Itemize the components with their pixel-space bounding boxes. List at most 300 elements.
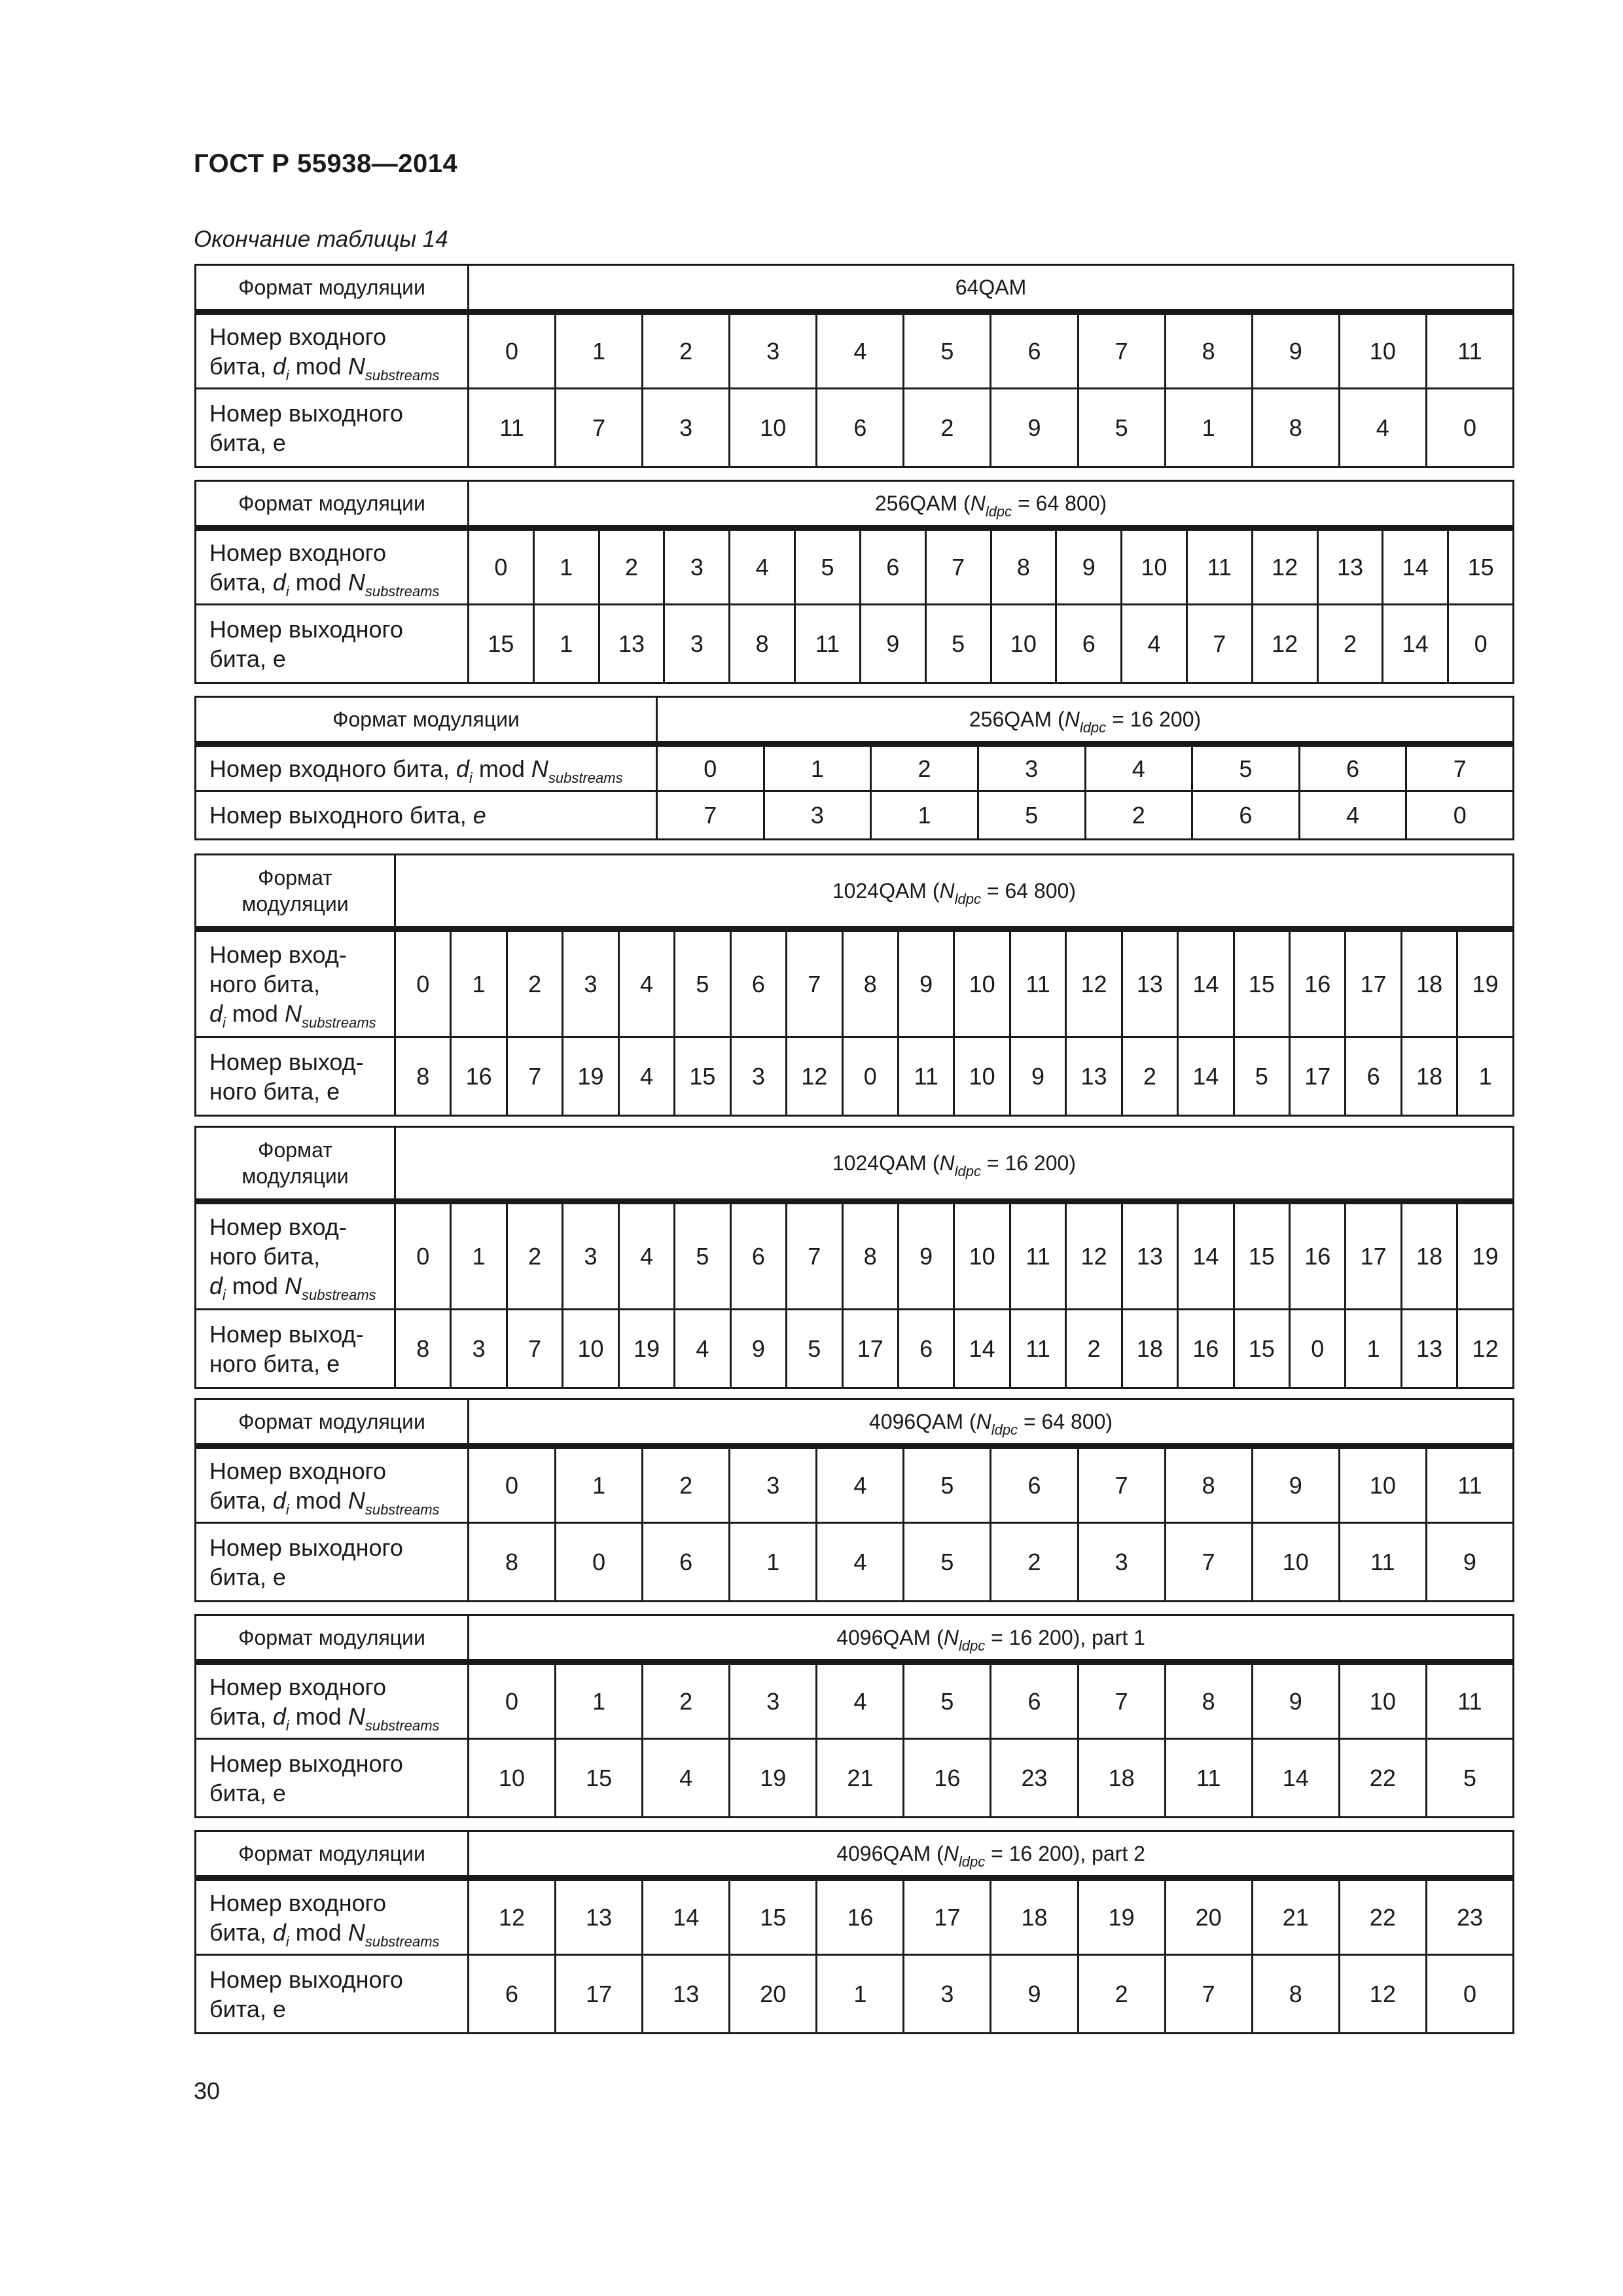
- output-bit-cell: 12: [1252, 605, 1317, 683]
- input-bit-cell: 16: [1290, 929, 1346, 1037]
- input-bit-cell: 0: [395, 1202, 451, 1310]
- input-bit-cell: 10: [954, 929, 1010, 1037]
- format-header-cell: [196, 1615, 469, 1662]
- var-n: N: [939, 879, 955, 903]
- input-bit-cell: 1: [556, 312, 643, 389]
- input-bit-cell: 7: [787, 1202, 842, 1310]
- output-bit-cell: 12: [1339, 1955, 1426, 2034]
- input-bit-cell: 8: [1165, 1446, 1252, 1523]
- output-bit-row: [196, 389, 1514, 467]
- input-bit-cell: 7: [925, 528, 991, 605]
- var-n: N: [1064, 708, 1080, 731]
- format-row: [196, 855, 1514, 929]
- output-bit-cell: 4: [1339, 389, 1426, 467]
- output-bit-cell: 7: [507, 1310, 562, 1388]
- format-header-label: Формат модуляции: [238, 1842, 425, 1865]
- output-bit-cell: 23: [991, 1739, 1078, 1818]
- format-header-cell: [196, 855, 395, 929]
- format-row: [196, 1399, 1514, 1446]
- input-bit-cell: 17: [904, 1878, 991, 1955]
- output-bit-row: [196, 1739, 1514, 1818]
- input-bit-cell: 9: [898, 1202, 954, 1310]
- input-bit-cell: 12: [1066, 1202, 1122, 1310]
- input-bit-cell: 9: [1252, 1662, 1339, 1739]
- input-bit-label-text: Номер входного бита,: [209, 1673, 387, 1730]
- output-bit-cell: 1: [730, 1523, 817, 1602]
- output-bit-cell: 10: [563, 1310, 618, 1388]
- format-header-cell: [196, 265, 469, 312]
- input-bit-label: [196, 528, 469, 605]
- input-bit-cell: 1: [764, 744, 871, 791]
- var-n: N: [348, 568, 365, 596]
- modulation-format-suffix: = 64 800): [1012, 492, 1107, 515]
- input-bit-row: [196, 312, 1514, 389]
- output-bit-label-text: Номер выход- ного бита, е: [209, 1048, 364, 1105]
- substreams-subscript: substreams: [301, 1287, 376, 1303]
- ldpc-subscript: ldpc: [954, 891, 981, 907]
- output-bit-cell: 6: [1346, 1037, 1401, 1116]
- output-bit-cell: 8: [395, 1037, 451, 1116]
- input-bit-cell: 6: [991, 1446, 1078, 1523]
- input-bit-label-text: Номер вход- ного бита,: [209, 1213, 347, 1270]
- modulation-format-suffix: = 16 200): [1106, 708, 1202, 731]
- input-bit-cell: 6: [1299, 744, 1406, 791]
- output-bit-cell: 15: [469, 605, 534, 683]
- input-bit-cell: 4: [817, 312, 904, 389]
- input-bit-row: [196, 1446, 1514, 1523]
- output-bit-cell: 4: [817, 1523, 904, 1602]
- input-bit-row: [196, 528, 1514, 605]
- input-bit-cell: 13: [1122, 929, 1177, 1037]
- format-header-label: Формат модуляции: [238, 276, 425, 299]
- ldpc-subscript: ldpc: [954, 1163, 981, 1179]
- input-bit-cell: 2: [507, 929, 562, 1037]
- format-header-cell: [196, 1831, 469, 1878]
- modulation-format-suffix: = 16 200), part 1: [985, 1626, 1145, 1649]
- mod-operator: mod: [289, 1918, 348, 1946]
- output-bit-cell: 10: [730, 389, 817, 467]
- output-bit-cell: 3: [730, 1037, 786, 1116]
- input-bit-cell: 3: [563, 929, 618, 1037]
- output-bit-cell: 7: [507, 1037, 562, 1116]
- output-bit-label: [196, 1523, 469, 1602]
- output-bit-cell: 5: [787, 1310, 842, 1388]
- output-bit-cell: 8: [1252, 389, 1339, 467]
- output-bit-cell: 7: [657, 791, 764, 840]
- input-bit-label-text: Номер входного бита,: [209, 539, 387, 596]
- input-bit-cell: 3: [563, 1202, 618, 1310]
- input-bit-cell: 0: [469, 1662, 556, 1739]
- mapping-table: [194, 480, 1514, 684]
- var-n: N: [531, 755, 548, 782]
- var-d: d: [209, 1272, 223, 1299]
- input-bit-cell: 4: [817, 1662, 904, 1739]
- input-bit-cell: 14: [1178, 929, 1234, 1037]
- modulation-format: 256QAM (: [969, 708, 1065, 731]
- output-bit-cell: 8: [1252, 1955, 1339, 2034]
- output-bit-cell: 15: [1234, 1310, 1289, 1388]
- input-bit-label-text: Номер входного бита,: [209, 755, 450, 782]
- format-row: [196, 1127, 1514, 1202]
- input-bit-cell: 3: [730, 312, 817, 389]
- output-bit-cell: 11: [1165, 1739, 1252, 1818]
- input-bit-cell: 17: [1346, 1202, 1401, 1310]
- ldpc-subscript: ldpc: [1079, 719, 1107, 736]
- ldpc-subscript: ldpc: [985, 503, 1012, 520]
- output-bit-cell: 22: [1339, 1739, 1426, 1818]
- format-row: [196, 697, 1514, 744]
- modulation-format-cell: [657, 697, 1514, 744]
- output-bit-cell: 17: [556, 1955, 643, 2034]
- input-bit-cell: 3: [730, 1446, 817, 1523]
- mod-operator: mod: [225, 1272, 285, 1299]
- output-bit-cell: 18: [1401, 1037, 1457, 1116]
- output-bit-cell: 19: [618, 1310, 674, 1388]
- var-d-subscript: i: [223, 1014, 226, 1031]
- substreams-subscript: substreams: [365, 1933, 440, 1950]
- input-bit-cell: 4: [1085, 744, 1192, 791]
- output-bit-cell: 2: [1078, 1955, 1165, 2034]
- output-bit-cell: 0: [1290, 1310, 1346, 1388]
- mod-operator: mod: [289, 568, 348, 596]
- input-bit-cell: 14: [1178, 1202, 1234, 1310]
- input-bit-cell: 4: [730, 528, 795, 605]
- input-bit-cell: 10: [1339, 1446, 1426, 1523]
- output-bit-cell: 2: [991, 1523, 1078, 1602]
- input-bit-cell: 5: [904, 312, 991, 389]
- input-bit-cell: 1: [533, 528, 599, 605]
- input-bit-label: [196, 1446, 469, 1523]
- input-bit-row: [196, 744, 1514, 791]
- output-bit-cell: 16: [451, 1037, 507, 1116]
- modulation-format: 1024QAM (: [832, 879, 940, 903]
- mapping-table: [194, 1830, 1514, 2034]
- var-d-subscript: i: [469, 769, 473, 786]
- var-d-subscript: i: [285, 1933, 289, 1950]
- output-bit-cell: 13: [599, 605, 664, 683]
- input-bit-cell: 9: [1252, 312, 1339, 389]
- input-bit-cell: 3: [978, 744, 1085, 791]
- output-bit-cell: 11: [1010, 1310, 1065, 1388]
- output-bit-cell: 12: [1457, 1310, 1514, 1388]
- output-bit-cell: 5: [925, 605, 991, 683]
- var-n: N: [943, 1626, 959, 1649]
- output-bit-row: [196, 605, 1514, 683]
- output-bit-cell: 2: [1085, 791, 1192, 840]
- input-bit-row: [196, 1662, 1514, 1739]
- input-bit-cell: 11: [1426, 1446, 1513, 1523]
- output-bit-cell: 0: [1448, 605, 1514, 683]
- input-bit-cell: 19: [1457, 929, 1514, 1037]
- input-bit-cell: 2: [871, 744, 978, 791]
- output-bit-label-text: Номер выходного бита, е: [209, 399, 403, 456]
- modulation-format-suffix: = 64 800): [1018, 1410, 1113, 1433]
- output-bit-cell: 2: [904, 389, 991, 467]
- input-bit-label-text: Номер входного бита,: [209, 1457, 387, 1514]
- output-bit-cell: 4: [1122, 605, 1187, 683]
- output-bit-cell: 2: [1122, 1037, 1177, 1116]
- ldpc-subscript: ldpc: [991, 1422, 1018, 1438]
- var-d: d: [272, 1918, 286, 1946]
- var-e: e: [473, 802, 486, 829]
- var-n: N: [939, 1151, 955, 1175]
- substreams-subscript: substreams: [365, 367, 440, 384]
- output-bit-cell: 15: [675, 1037, 730, 1116]
- output-bit-cell: 6: [643, 1523, 730, 1602]
- input-bit-label: [196, 1202, 395, 1310]
- output-bit-cell: 2: [1066, 1310, 1122, 1388]
- output-bit-cell: 9: [730, 1310, 786, 1388]
- input-bit-cell: 8: [1165, 1662, 1252, 1739]
- input-bit-cell: 13: [1122, 1202, 1177, 1310]
- input-bit-cell: 10: [1122, 528, 1187, 605]
- input-bit-cell: 5: [904, 1446, 991, 1523]
- input-bit-label-text: Номер вход- ного бита,: [209, 941, 347, 997]
- output-bit-cell: 1: [533, 605, 599, 683]
- input-bit-label: [196, 1878, 469, 1955]
- output-bit-cell: 10: [469, 1739, 556, 1818]
- output-bit-cell: 0: [842, 1037, 898, 1116]
- substreams-subscript: substreams: [365, 1717, 440, 1734]
- output-bit-cell: 19: [563, 1037, 618, 1116]
- input-bit-cell: 19: [1078, 1878, 1165, 1955]
- output-bit-cell: 8: [395, 1310, 451, 1388]
- input-bit-cell: 7: [1078, 1446, 1165, 1523]
- var-n: N: [976, 1410, 991, 1433]
- input-bit-cell: 10: [954, 1202, 1010, 1310]
- mod-operator: mod: [472, 755, 531, 782]
- format-row: [196, 265, 1514, 312]
- mapping-table: [194, 1126, 1514, 1389]
- var-n: N: [348, 352, 365, 380]
- output-bit-cell: 0: [1426, 389, 1513, 467]
- input-bit-cell: 6: [991, 1662, 1078, 1739]
- mapping-table: [194, 1398, 1514, 1602]
- input-bit-cell: 7: [1078, 1662, 1165, 1739]
- input-bit-cell: 9: [898, 929, 954, 1037]
- input-bit-cell: 11: [1186, 528, 1252, 605]
- var-n: N: [348, 1918, 365, 1946]
- modulation-format: 64QAM: [955, 276, 1027, 299]
- var-n: N: [284, 1272, 302, 1299]
- output-bit-cell: 5: [978, 791, 1085, 840]
- mapping-table: [194, 853, 1514, 1117]
- output-bit-cell: 0: [1426, 1955, 1513, 2034]
- output-bit-cell: 14: [1178, 1037, 1234, 1116]
- output-bit-cell: 0: [556, 1523, 643, 1602]
- input-bit-cell: 5: [675, 1202, 730, 1310]
- output-bit-cell: 16: [904, 1739, 991, 1818]
- output-bit-cell: 10: [991, 605, 1056, 683]
- output-bit-cell: 5: [1078, 389, 1165, 467]
- modulation-format: 4096QAM (: [868, 1410, 976, 1433]
- input-bit-cell: 0: [469, 528, 534, 605]
- input-bit-cell: 18: [991, 1878, 1078, 1955]
- output-bit-cell: 19: [730, 1739, 817, 1818]
- input-bit-cell: 17: [1346, 929, 1401, 1037]
- format-header-label: Формат модуляции: [241, 866, 349, 916]
- modulation-format-suffix: = 16 200), part 2: [985, 1842, 1145, 1865]
- output-bit-cell: 14: [954, 1310, 1010, 1388]
- input-bit-cell: 13: [556, 1878, 643, 1955]
- output-bit-cell: 14: [1383, 605, 1448, 683]
- output-bit-cell: 7: [556, 389, 643, 467]
- var-d-subscript: i: [285, 1501, 289, 1518]
- input-bit-cell: 8: [842, 929, 898, 1037]
- output-bit-cell: 10: [954, 1037, 1010, 1116]
- input-bit-label: [196, 1662, 469, 1739]
- input-bit-cell: 6: [860, 528, 925, 605]
- modulation-format: 256QAM (: [874, 492, 971, 515]
- modulation-format: 4096QAM (: [836, 1842, 944, 1865]
- output-bit-label: [196, 1955, 469, 2034]
- input-bit-cell: 19: [1457, 1202, 1514, 1310]
- substreams-subscript: substreams: [365, 1501, 440, 1518]
- input-bit-cell: 4: [618, 929, 674, 1037]
- var-d: d: [272, 568, 286, 596]
- output-bit-cell: 3: [764, 791, 871, 840]
- input-bit-cell: 23: [1426, 1878, 1513, 1955]
- input-bit-cell: 18: [1401, 1202, 1457, 1310]
- modulation-format-cell: [395, 855, 1514, 929]
- output-bit-cell: 1: [871, 791, 978, 840]
- modulation-format-cell: [395, 1127, 1514, 1202]
- input-bit-label: [196, 929, 395, 1037]
- var-d: d: [272, 1486, 286, 1514]
- input-bit-cell: 11: [1010, 929, 1065, 1037]
- input-bit-cell: 2: [599, 528, 664, 605]
- modulation-format-suffix: = 16 200): [980, 1151, 1076, 1175]
- input-bit-cell: 15: [730, 1878, 817, 1955]
- output-bit-row: [196, 1523, 1514, 1602]
- output-bit-label: [196, 791, 657, 840]
- input-bit-cell: 2: [643, 312, 730, 389]
- output-bit-label: [196, 389, 469, 467]
- input-bit-cell: 10: [1339, 312, 1426, 389]
- input-bit-cell: 12: [1066, 929, 1122, 1037]
- input-bit-cell: 14: [1383, 528, 1448, 605]
- substreams-subscript: substreams: [301, 1014, 376, 1031]
- mapping-table: [194, 696, 1514, 840]
- output-bit-cell: 1: [1346, 1310, 1401, 1388]
- mapping-table: [194, 1614, 1514, 1818]
- output-bit-cell: 15: [556, 1739, 643, 1818]
- input-bit-cell: 1: [556, 1662, 643, 1739]
- input-bit-cell: 6: [991, 312, 1078, 389]
- input-bit-cell: 9: [1252, 1446, 1339, 1523]
- output-bit-cell: 5: [1234, 1037, 1289, 1116]
- output-bit-label-text: Номер выходного бита, е: [209, 615, 403, 672]
- output-bit-cell: 2: [1317, 605, 1383, 683]
- input-bit-cell: 7: [787, 929, 842, 1037]
- input-bit-cell: 1: [451, 929, 507, 1037]
- format-header-label: Формат модуляции: [241, 1138, 349, 1188]
- substreams-subscript: substreams: [365, 583, 440, 600]
- input-bit-cell: 5: [795, 528, 861, 605]
- format-header-label: Формат модуляции: [332, 708, 520, 731]
- modulation-format-cell: [469, 1615, 1514, 1662]
- input-bit-cell: 7: [1406, 744, 1514, 791]
- var-d: d: [455, 755, 469, 782]
- input-bit-cell: 11: [1426, 1662, 1513, 1739]
- format-row: [196, 1831, 1514, 1878]
- output-bit-label-text: Номер выходного бита, е: [209, 1965, 403, 2022]
- output-bit-cell: 3: [643, 389, 730, 467]
- output-bit-cell: 1: [1165, 389, 1252, 467]
- document-code: ГОСТ Р 55938—2014: [194, 149, 458, 178]
- input-bit-cell: 21: [1252, 1878, 1339, 1955]
- input-bit-cell: 15: [1234, 1202, 1289, 1310]
- mod-operator: mod: [289, 352, 348, 380]
- output-bit-cell: 4: [675, 1310, 730, 1388]
- output-bit-cell: 17: [1290, 1037, 1346, 1116]
- input-bit-cell: 5: [904, 1662, 991, 1739]
- input-bit-cell: 0: [469, 312, 556, 389]
- input-bit-cell: 2: [643, 1662, 730, 1739]
- input-bit-row: [196, 1202, 1514, 1310]
- output-bit-cell: 5: [904, 1523, 991, 1602]
- input-bit-cell: 16: [817, 1878, 904, 1955]
- output-bit-cell: 6: [898, 1310, 954, 1388]
- var-d: d: [272, 352, 286, 380]
- var-d-subscript: i: [223, 1287, 226, 1303]
- format-header-label: Формат модуляции: [238, 1626, 425, 1649]
- input-bit-cell: 5: [675, 929, 730, 1037]
- output-bit-cell: 6: [1056, 605, 1122, 683]
- input-bit-cell: 16: [1290, 1202, 1346, 1310]
- input-bit-cell: 2: [643, 1446, 730, 1523]
- modulation-format-cell: [469, 265, 1514, 312]
- var-d-subscript: i: [285, 583, 289, 600]
- input-bit-cell: 11: [1010, 1202, 1065, 1310]
- modulation-format-cell: [469, 481, 1514, 528]
- input-bit-cell: 6: [730, 1202, 786, 1310]
- output-bit-label: [196, 1310, 395, 1388]
- var-n: N: [943, 1842, 959, 1865]
- input-bit-row: [196, 1878, 1514, 1955]
- output-bit-cell: 11: [1339, 1523, 1426, 1602]
- output-bit-cell: 9: [991, 1955, 1078, 2034]
- output-bit-cell: 6: [817, 389, 904, 467]
- input-bit-cell: 0: [395, 929, 451, 1037]
- input-bit-label: [196, 312, 469, 389]
- output-bit-cell: 8: [730, 605, 795, 683]
- mod-operator: mod: [289, 1486, 348, 1514]
- var-d: d: [209, 1000, 223, 1027]
- output-bit-cell: 13: [1066, 1037, 1122, 1116]
- input-bit-row: [196, 929, 1514, 1037]
- output-bit-row: [196, 791, 1514, 840]
- output-bit-cell: 7: [1165, 1955, 1252, 2034]
- output-bit-cell: 21: [817, 1739, 904, 1818]
- input-bit-cell: 3: [664, 528, 730, 605]
- output-bit-label-text: Номер выходного бита, е: [209, 1534, 403, 1590]
- format-header-cell: [196, 697, 657, 744]
- input-bit-cell: 12: [1252, 528, 1317, 605]
- output-bit-cell: 20: [730, 1955, 817, 2034]
- output-bit-cell: 4: [1299, 791, 1406, 840]
- input-bit-cell: 15: [1448, 528, 1514, 605]
- output-bit-cell: 11: [898, 1037, 954, 1116]
- input-bit-cell: 13: [1317, 528, 1383, 605]
- var-n: N: [970, 492, 986, 515]
- var-d-subscript: i: [285, 1717, 289, 1734]
- mod-operator: mod: [225, 1000, 285, 1027]
- modulation-format: 4096QAM (: [836, 1626, 944, 1649]
- var-n: N: [348, 1702, 365, 1730]
- output-bit-cell: 18: [1078, 1739, 1165, 1818]
- output-bit-cell: 4: [618, 1037, 674, 1116]
